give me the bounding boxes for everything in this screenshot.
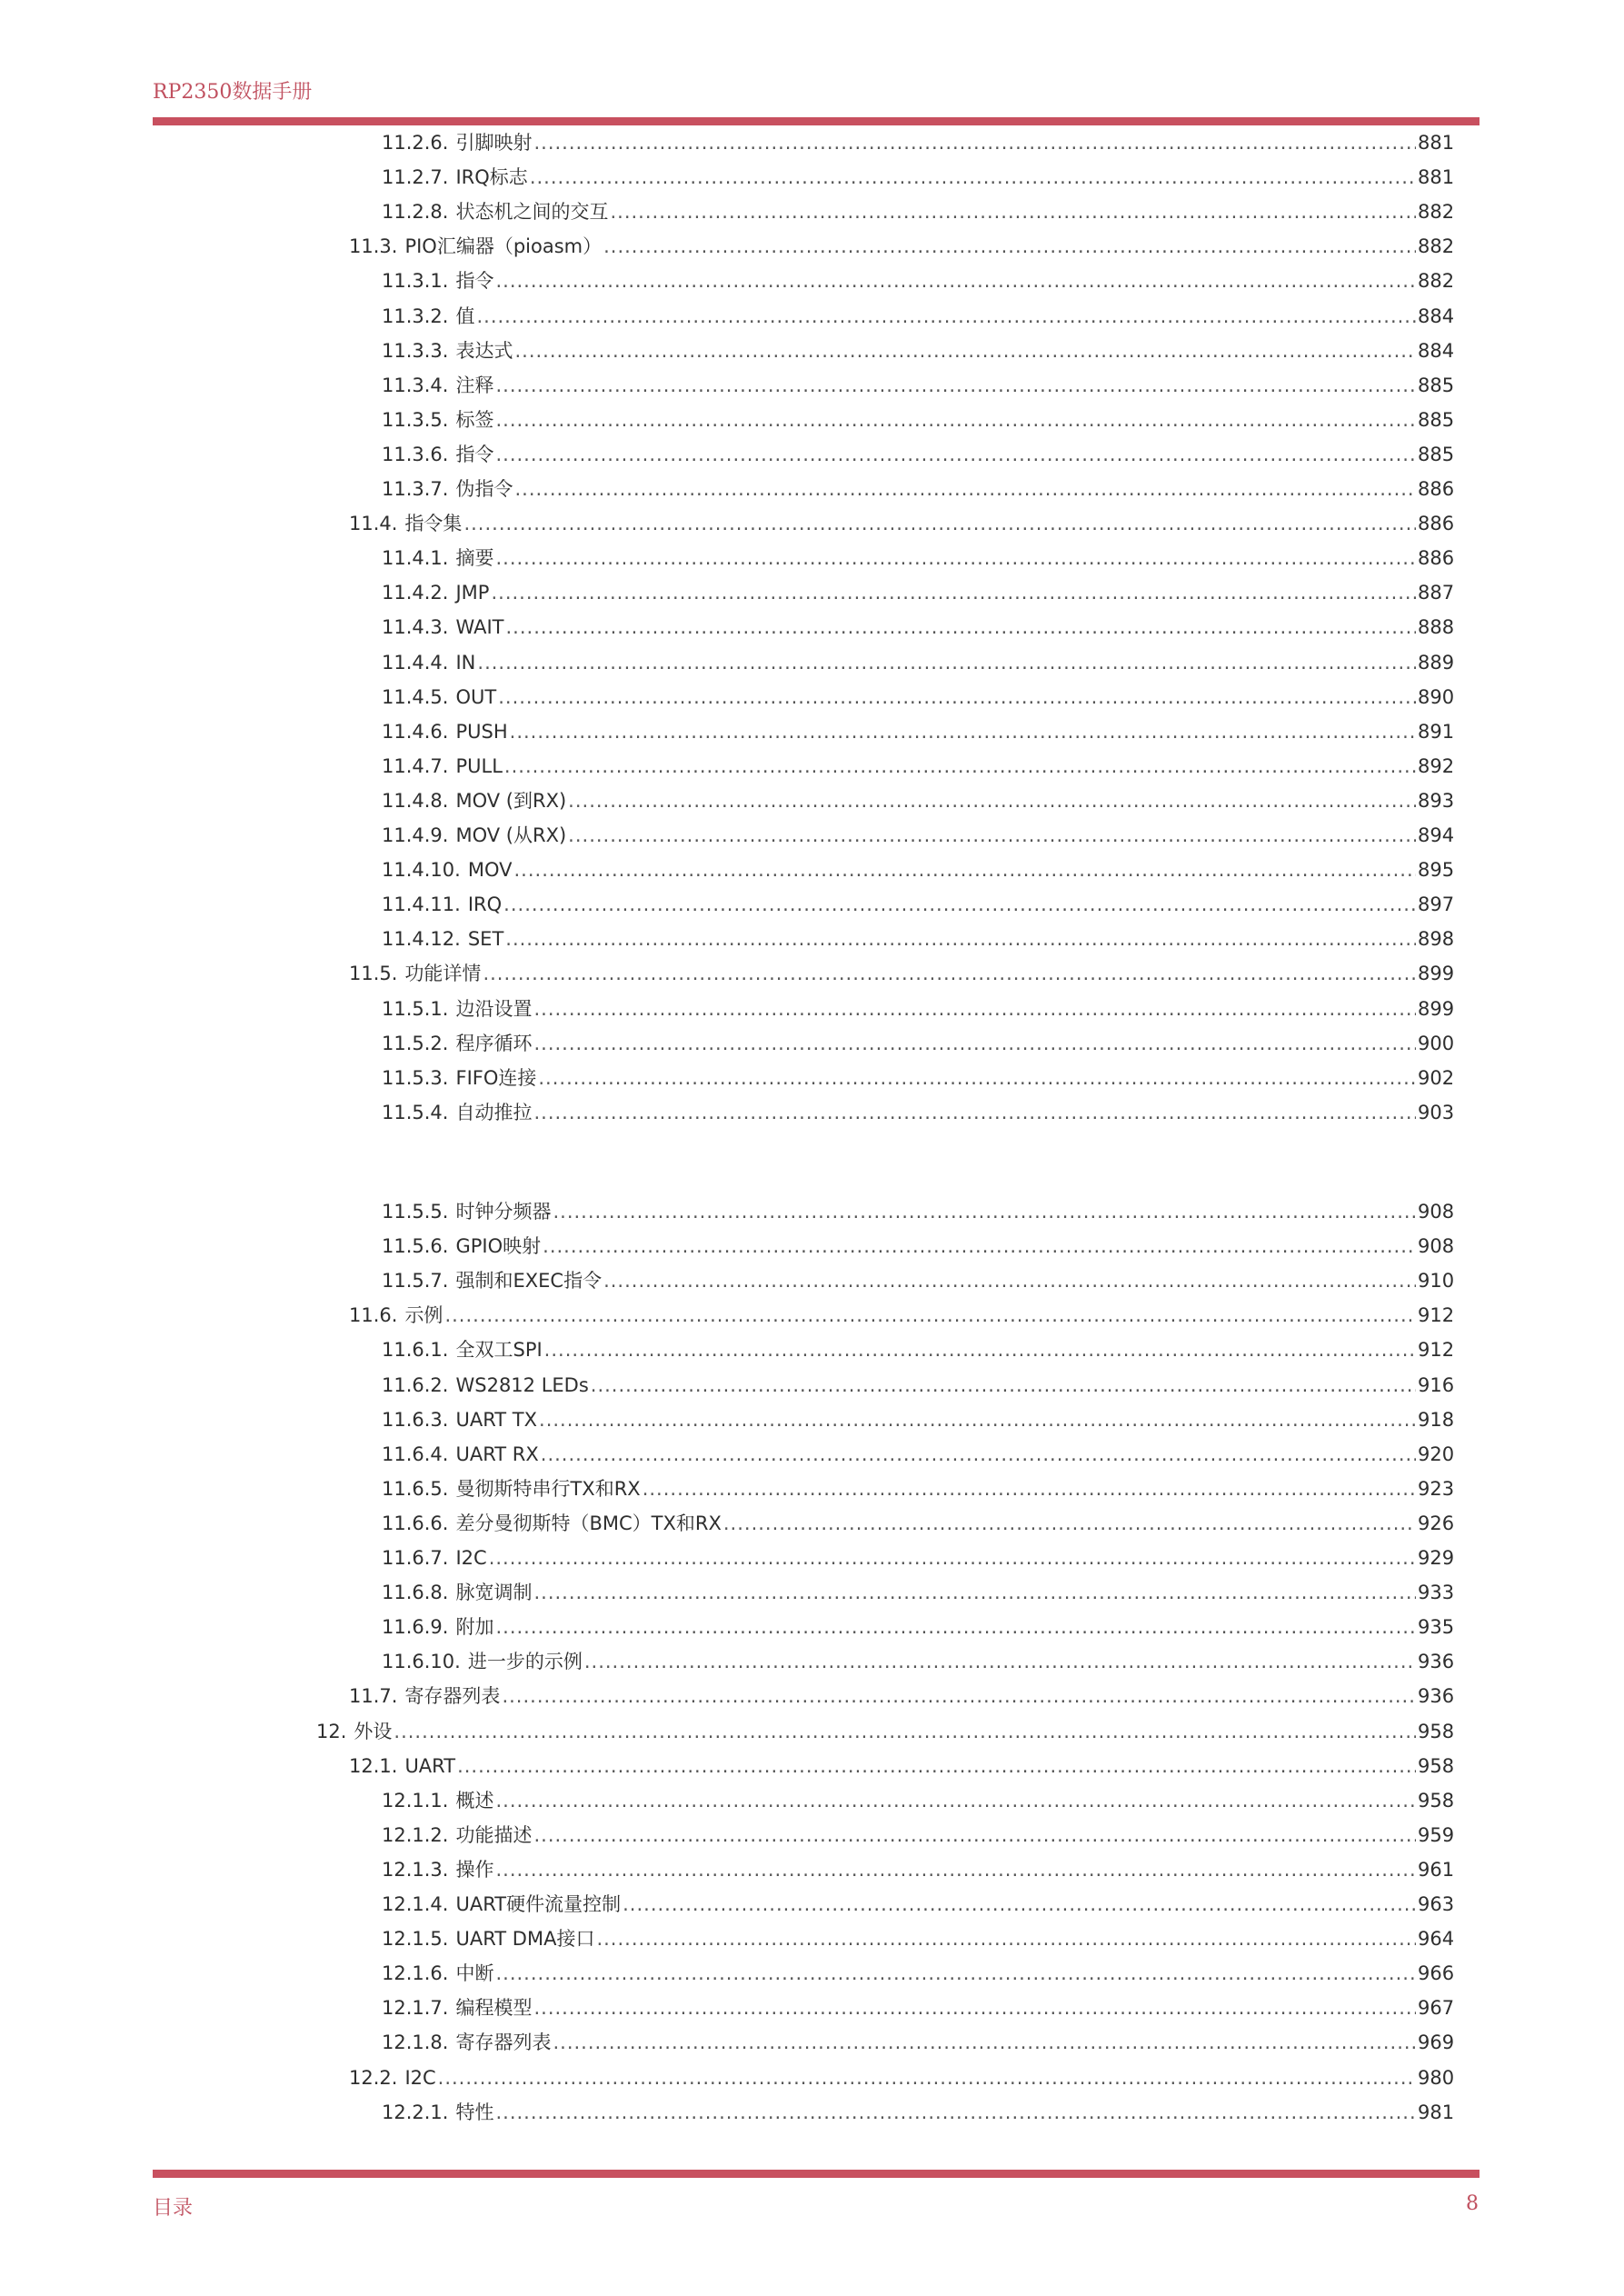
toc-entry[interactable] <box>382 995 1455 1023</box>
toc-dot-leader <box>530 164 1416 191</box>
toc-entry-number: 11.3.4. <box>382 374 449 396</box>
toc-entry-page: 893 <box>1418 789 1455 812</box>
toc-entry-number: 11.6.10. <box>382 1651 461 1673</box>
toc-entry-number: 12.1.6. <box>382 1962 449 1985</box>
toc-entry[interactable] <box>382 406 1455 434</box>
toc-entry-page: 898 <box>1418 928 1455 951</box>
toc-dot-leader <box>544 1336 1416 1363</box>
toc-entry-page: 912 <box>1418 1339 1455 1362</box>
toc-entry[interactable] <box>382 1336 1455 1363</box>
toc-entry-page: 890 <box>1418 685 1455 708</box>
toc-entry-number: 12.2. <box>349 2066 398 2089</box>
toc-entry-page: 963 <box>1418 1893 1455 1915</box>
toc-entry-number: 11.3.3. <box>382 339 449 362</box>
toc-dot-leader <box>539 1406 1416 1433</box>
toc-entry-title: I2C <box>455 1547 487 1569</box>
toc-dot-leader <box>394 1718 1416 1745</box>
toc-entry-page: 958 <box>1418 1720 1455 1742</box>
toc-entry[interactable] <box>382 925 1455 953</box>
toc-entry-number: 11.2.7. <box>382 166 449 189</box>
toc-entry-title: 强制和EXEC指令 <box>455 1270 603 1293</box>
toc-entry-number: 11.6.8. <box>382 1582 449 1604</box>
toc-entry-number: 11.5.3. <box>382 1066 449 1089</box>
toc-dot-leader <box>502 1682 1416 1710</box>
toc-entry[interactable] <box>382 1372 1455 1399</box>
toc-dot-leader <box>553 2029 1416 2056</box>
toc-entry-page: 981 <box>1418 2101 1455 2123</box>
toc-entry-page: 884 <box>1418 304 1455 327</box>
toc-entry-title: 进一步的示例 <box>467 1651 583 1673</box>
toc-entry-title: 附加 <box>455 1616 494 1639</box>
toc-entry-number: 11.6.1. <box>382 1339 449 1362</box>
toc-entry[interactable] <box>382 267 1455 294</box>
toc-dot-leader <box>495 1856 1416 1883</box>
toc-entry-number: 12.1.1. <box>382 1789 449 1812</box>
toc-entry[interactable] <box>382 1579 1455 1606</box>
toc-dot-leader <box>506 614 1417 641</box>
toc-entry-page: 895 <box>1418 859 1455 882</box>
toc-entry-number: 11.3.7. <box>382 478 449 500</box>
toc-entry-title: SET <box>467 928 504 951</box>
toc-entry-title: 边沿设置 <box>455 997 533 1020</box>
toc-entry-title: 指令集 <box>404 513 463 535</box>
toc-entry-page: 912 <box>1418 1304 1455 1327</box>
toc-entry-page: 916 <box>1418 1373 1455 1396</box>
header-divider <box>153 117 1480 125</box>
toc-dot-leader <box>495 267 1416 294</box>
toc-entry-number: 11.3.1. <box>382 270 449 293</box>
footer-section-label: 目录 <box>153 2197 194 2220</box>
toc-entry-page: 980 <box>1418 2066 1455 2089</box>
toc-entry[interactable] <box>382 649 1455 676</box>
toc-entry-number: 11.2.8. <box>382 201 449 224</box>
toc-entry-page: 881 <box>1418 166 1455 189</box>
toc-entry[interactable] <box>349 2064 1455 2091</box>
toc-entry-page: 918 <box>1418 1408 1455 1431</box>
toc-entry[interactable] <box>382 856 1455 883</box>
toc-dot-leader <box>477 649 1416 676</box>
toc-entry-number: 11.4.1. <box>382 547 449 570</box>
toc-entry-title: UART <box>404 1754 456 1777</box>
toc-entry-number: 12.1.5. <box>382 1928 449 1951</box>
toc-dot-leader <box>476 303 1416 330</box>
toc-entry-title: 曼彻斯特串行TX和RX <box>455 1477 641 1500</box>
toc-entry[interactable] <box>382 303 1455 330</box>
toc-dot-leader <box>489 1544 1416 1572</box>
toc-entry-title: 概述 <box>455 1789 494 1812</box>
toc-entry-number: 11.7. <box>349 1685 398 1708</box>
toc-entry-number: 11.4.9. <box>382 824 449 846</box>
toc-entry-number: 11.4.3. <box>382 616 449 639</box>
toc-dot-leader <box>444 1302 1416 1329</box>
toc-dot-leader <box>514 337 1416 364</box>
toc-entry-number: 11.2.6. <box>382 132 449 154</box>
toc-entry-number: 11.6. <box>349 1304 398 1327</box>
toc-entry-number: 11.6.9. <box>382 1616 449 1639</box>
toc-entry-title: 寄存器列表 <box>455 2031 552 2054</box>
toc-dot-leader <box>495 406 1416 434</box>
toc-entry-page: 888 <box>1418 616 1455 639</box>
toc-entry-number: 12. <box>316 1720 347 1742</box>
toc-entry[interactable] <box>382 1891 1455 1918</box>
toc-entry[interactable] <box>382 337 1455 364</box>
toc-dot-leader <box>457 1752 1416 1780</box>
toc-entry-number: 11.3.2. <box>382 304 449 327</box>
toc-dot-leader <box>568 822 1416 849</box>
toc-entry-number: 11.6.6. <box>382 1512 449 1534</box>
toc-entry[interactable] <box>316 1718 1455 1745</box>
toc-entry-number: 12.1.2. <box>382 1823 449 1846</box>
toc-entry-title: 引脚映射 <box>455 132 533 154</box>
toc-entry-page: 882 <box>1418 235 1455 258</box>
toc-entry[interactable] <box>349 1752 1455 1780</box>
toc-entry-page: 889 <box>1418 651 1455 674</box>
toc-entry[interactable] <box>382 614 1455 641</box>
toc-dot-leader <box>533 995 1416 1023</box>
toc-entry-page: 894 <box>1418 824 1455 846</box>
toc-entry-page: 959 <box>1418 1823 1455 1846</box>
toc-entry-title: 程序循环 <box>455 1032 533 1054</box>
toc-dot-leader <box>495 544 1416 572</box>
toc-entry-number: 11.5.4. <box>382 1101 449 1123</box>
toc-entry-title: OUT <box>455 685 497 708</box>
toc-dot-leader <box>495 372 1416 399</box>
toc-dot-leader <box>463 510 1416 537</box>
toc-entry-number: 11.6.4. <box>382 1442 449 1465</box>
toc-dot-leader <box>723 1510 1416 1537</box>
toc-entry-title: 伪指令 <box>455 478 513 500</box>
toc-entry[interactable] <box>382 1925 1455 1952</box>
toc-dot-leader <box>553 1198 1416 1225</box>
toc-entry-page: 908 <box>1418 1235 1455 1258</box>
toc-entry-title: 表达式 <box>455 339 513 362</box>
toc-entry-page: 885 <box>1418 374 1455 396</box>
toc-dot-leader <box>491 579 1416 606</box>
toc-entry[interactable] <box>382 129 1455 156</box>
toc-entry-title: 指令 <box>455 270 494 293</box>
toc-entry-page: 881 <box>1418 132 1455 154</box>
toc-entry-title: 外设 <box>354 1720 393 1742</box>
toc-entry-number: 11.4.8. <box>382 789 449 812</box>
toc-entry-number: 11.4.5. <box>382 685 449 708</box>
toc-entry[interactable] <box>382 1406 1455 1433</box>
page-header-title: RP2350数据手册 <box>153 81 313 104</box>
toc-entry-number: 11.4.7. <box>382 754 449 777</box>
toc-entry-number: 11.4.12. <box>382 928 461 951</box>
toc-entry-title: IN <box>455 651 476 674</box>
toc-dot-leader <box>495 1787 1416 1814</box>
toc-entry[interactable] <box>382 2099 1455 2126</box>
toc-entry[interactable] <box>382 1198 1455 1225</box>
toc-entry-number: 12.1.7. <box>382 1997 449 2020</box>
toc-entry-page: 886 <box>1418 547 1455 570</box>
toc-entry-title: FIFO连接 <box>455 1066 537 1089</box>
toc-entry-title: 时钟分频器 <box>455 1201 552 1223</box>
toc-entry-page: 961 <box>1418 1858 1455 1881</box>
toc-entry-page: 882 <box>1418 270 1455 293</box>
toc-dot-leader <box>643 1475 1416 1502</box>
toc-entry-page: 936 <box>1418 1685 1455 1708</box>
toc-entry-number: 12.1. <box>349 1754 398 1777</box>
toc-entry-number: 11.5.5. <box>382 1201 449 1223</box>
toc-dot-leader <box>510 718 1416 745</box>
toc-entry-page: 882 <box>1418 201 1455 224</box>
toc-entry[interactable] <box>382 1994 1455 2021</box>
toc-entry-number: 11.5.7. <box>382 1270 449 1293</box>
toc-entry[interactable] <box>382 1267 1455 1294</box>
toc-dot-leader <box>503 891 1416 918</box>
toc-entry[interactable] <box>382 1648 1455 1675</box>
toc-entry-number: 11.6.3. <box>382 1408 449 1431</box>
toc-entry[interactable] <box>382 1544 1455 1572</box>
toc-entry-title: 全双工SPI <box>455 1339 543 1362</box>
toc-dot-leader <box>538 1064 1416 1092</box>
toc-entry-title: 寄存器列表 <box>404 1685 501 1708</box>
toc-entry-number: 11.3. <box>349 235 398 258</box>
toc-entry-page: 903 <box>1418 1101 1455 1123</box>
toc-entry-number: 11.6.5. <box>382 1477 449 1500</box>
toc-dot-leader <box>495 2099 1416 2126</box>
toc-entry[interactable] <box>349 233 1455 260</box>
toc-entry[interactable] <box>349 1682 1455 1710</box>
toc-entry[interactable] <box>382 718 1455 745</box>
toc-entry-number: 11.4.10. <box>382 859 461 882</box>
toc-entry-page: 958 <box>1418 1754 1455 1777</box>
toc-entry[interactable] <box>382 891 1455 918</box>
toc-entry-title: 功能描述 <box>455 1823 533 1846</box>
toc-entry-page: 884 <box>1418 339 1455 362</box>
toc-entry[interactable] <box>382 787 1455 814</box>
toc-dot-leader <box>505 925 1416 953</box>
toc-entry[interactable] <box>382 475 1455 503</box>
toc-entry[interactable] <box>349 1302 1455 1329</box>
toc-dot-leader <box>438 2064 1416 2091</box>
toc-entry[interactable] <box>382 372 1455 399</box>
toc-entry-title: 自动推拉 <box>455 1101 533 1123</box>
toc-entry[interactable] <box>382 1613 1455 1641</box>
toc-entry[interactable] <box>382 1822 1455 1849</box>
toc-entry-title: 差分曼彻斯特（BMC）TX和RX <box>455 1512 722 1534</box>
toc-dot-leader <box>610 198 1416 225</box>
toc-entry-page: 929 <box>1418 1547 1455 1569</box>
toc-dot-leader <box>543 1233 1416 1260</box>
toc-entry-page: 920 <box>1418 1442 1455 1465</box>
toc-entry-title: 编程模型 <box>455 1997 533 2020</box>
toc-entry-number: 11.3.6. <box>382 443 449 465</box>
toc-dot-leader <box>495 1613 1416 1641</box>
toc-entry-page: 936 <box>1418 1651 1455 1673</box>
toc-entry-page: 958 <box>1418 1789 1455 1812</box>
toc-entry-number: 11.4.4. <box>382 651 449 674</box>
toc-dot-leader <box>533 1099 1416 1126</box>
toc-entry-title: IRQ <box>467 893 503 916</box>
toc-entry[interactable] <box>382 1787 1455 1814</box>
toc-entry-page: 885 <box>1418 408 1455 431</box>
toc-dot-leader <box>495 441 1416 468</box>
toc-entry-page: 908 <box>1418 1201 1455 1223</box>
toc-entry-title: 脉宽调制 <box>455 1582 533 1604</box>
toc-entry-page: 926 <box>1418 1512 1455 1534</box>
toc-entry-page: 902 <box>1418 1066 1455 1089</box>
toc-entry-page: 964 <box>1418 1928 1455 1951</box>
toc-entry-title: 指令 <box>455 443 494 465</box>
toc-entry-number: 11.5.2. <box>382 1032 449 1054</box>
toc-dot-leader <box>533 129 1416 156</box>
toc-dot-leader <box>483 960 1416 987</box>
toc-dot-leader <box>568 787 1416 814</box>
toc-entry[interactable] <box>382 753 1455 780</box>
toc-entry-page: 910 <box>1418 1270 1455 1293</box>
toc-entry-title: MOV (到RX) <box>455 789 567 812</box>
toc-entry-number: 12.1.4. <box>382 1893 449 1915</box>
toc-entry-page: 887 <box>1418 582 1455 604</box>
toc-dot-leader <box>623 1891 1416 1918</box>
toc-entry-page: 899 <box>1418 963 1455 985</box>
toc-entry-title: WAIT <box>455 616 504 639</box>
toc-entry-number: 12.2.1. <box>382 2101 449 2123</box>
toc-entry-page: 923 <box>1418 1477 1455 1500</box>
toc-entry-title: WS2812 LEDs <box>455 1373 589 1396</box>
toc-entry-number: 11.4.6. <box>382 720 449 743</box>
toc-entry[interactable] <box>382 1856 1455 1883</box>
toc-entry-title: IRQ标志 <box>455 166 528 189</box>
toc-entry-title: 值 <box>455 304 475 327</box>
toc-entry-title: I2C <box>404 2066 436 2089</box>
toc-entry-page: 885 <box>1418 443 1455 465</box>
footer-page-number: 8 <box>1466 2192 1479 2215</box>
toc-entry-page: 935 <box>1418 1616 1455 1639</box>
toc-entry-number: 11.5.6. <box>382 1235 449 1258</box>
toc-dot-leader <box>591 1372 1416 1399</box>
toc-entry-number: 12.1.3. <box>382 1858 449 1881</box>
toc-entry-title: PIO汇编器（pioasm） <box>404 235 603 258</box>
toc-entry-number: 11.3.5. <box>382 408 449 431</box>
toc-entry-title: 状态机之间的交互 <box>455 201 609 224</box>
toc-entry[interactable] <box>349 510 1455 537</box>
toc-entry[interactable] <box>382 579 1455 606</box>
toc-entry-title: 示例 <box>404 1304 443 1327</box>
toc-entry-number: 11.5.1. <box>382 997 449 1020</box>
toc-entry[interactable] <box>382 164 1455 191</box>
toc-entry-title: PULL <box>455 754 503 777</box>
toc-entry-page: 966 <box>1418 1962 1455 1985</box>
toc-entry-number: 11.4.2. <box>382 582 449 604</box>
toc-dot-leader <box>541 1441 1416 1468</box>
toc-entry[interactable] <box>382 1960 1455 1987</box>
toc-entry-page: 897 <box>1418 893 1455 916</box>
toc-dot-leader <box>514 856 1417 883</box>
toc-entry-title: UART TX <box>455 1408 538 1431</box>
toc-dot-leader <box>584 1648 1416 1675</box>
toc-entry-title: 功能详情 <box>404 963 482 985</box>
toc-entry-title: 特性 <box>455 2101 494 2123</box>
toc-dot-leader <box>533 1994 1416 2021</box>
toc-entry[interactable] <box>382 1475 1455 1502</box>
toc-entry[interactable] <box>382 1510 1455 1537</box>
toc-entry-title: 注释 <box>455 374 494 396</box>
toc-entry[interactable] <box>382 1064 1455 1092</box>
toc-entry-title: GPIO映射 <box>455 1235 542 1258</box>
toc-entry[interactable] <box>382 2029 1455 2056</box>
toc-entry-page: 967 <box>1418 1997 1455 2020</box>
toc-entry-page: 886 <box>1418 513 1455 535</box>
toc-dot-leader <box>533 1822 1416 1849</box>
toc-dot-leader <box>514 475 1416 503</box>
toc-entry-number: 11.6.7. <box>382 1547 449 1569</box>
toc-entry-title: JMP <box>455 582 490 604</box>
toc-entry-page: 886 <box>1418 478 1455 500</box>
toc-dot-leader <box>504 753 1416 780</box>
toc-entry-page: 933 <box>1418 1582 1455 1604</box>
toc-entry-number: 12.1.8. <box>382 2031 449 2054</box>
toc-entry[interactable] <box>382 684 1455 711</box>
toc-entry-page: 891 <box>1418 720 1455 743</box>
toc-entry[interactable] <box>382 198 1455 225</box>
toc-entry-page: 899 <box>1418 997 1455 1020</box>
toc-entry-title: 标签 <box>455 408 494 431</box>
toc-entry-title: UART DMA接口 <box>455 1928 595 1951</box>
toc-dot-leader <box>603 1267 1416 1294</box>
toc-entry-number: 11.6.2. <box>382 1373 449 1396</box>
toc-entry-title: 操作 <box>455 1858 494 1881</box>
toc-entry[interactable] <box>382 1233 1455 1260</box>
toc-entry-page: 892 <box>1418 754 1455 777</box>
toc-entry[interactable] <box>382 822 1455 849</box>
toc-entry[interactable] <box>382 1441 1455 1468</box>
toc-dot-leader <box>533 1030 1416 1057</box>
toc-entry[interactable] <box>382 1030 1455 1057</box>
toc-dot-leader <box>498 684 1416 711</box>
toc-entry-page: 900 <box>1418 1032 1455 1054</box>
toc-dot-leader <box>533 1579 1416 1606</box>
toc-entry-title: 摘要 <box>455 547 494 570</box>
toc-entry-number: 11.4.11. <box>382 893 461 916</box>
toc-entry-title: MOV (从RX) <box>455 824 567 846</box>
toc-entry[interactable] <box>382 544 1455 572</box>
toc-entry-title: UART硬件流量控制 <box>455 1893 622 1915</box>
toc-dot-leader <box>596 1925 1416 1952</box>
toc-entry-title: MOV <box>467 859 513 882</box>
toc-dot-leader <box>603 233 1416 260</box>
toc-entry[interactable] <box>382 1099 1455 1126</box>
toc-entry[interactable] <box>382 441 1455 468</box>
footer-divider <box>153 2170 1480 2178</box>
toc-entry-page: 969 <box>1418 2031 1455 2054</box>
toc-entry-title: 中断 <box>455 1962 494 1985</box>
toc-entry-number: 11.5. <box>349 963 398 985</box>
toc-entry[interactable] <box>349 960 1455 987</box>
toc-entry-title: PUSH <box>455 720 508 743</box>
toc-dot-leader <box>495 1960 1416 1987</box>
toc-entry-number: 11.4. <box>349 513 398 535</box>
toc-entry-title: UART RX <box>455 1442 539 1465</box>
